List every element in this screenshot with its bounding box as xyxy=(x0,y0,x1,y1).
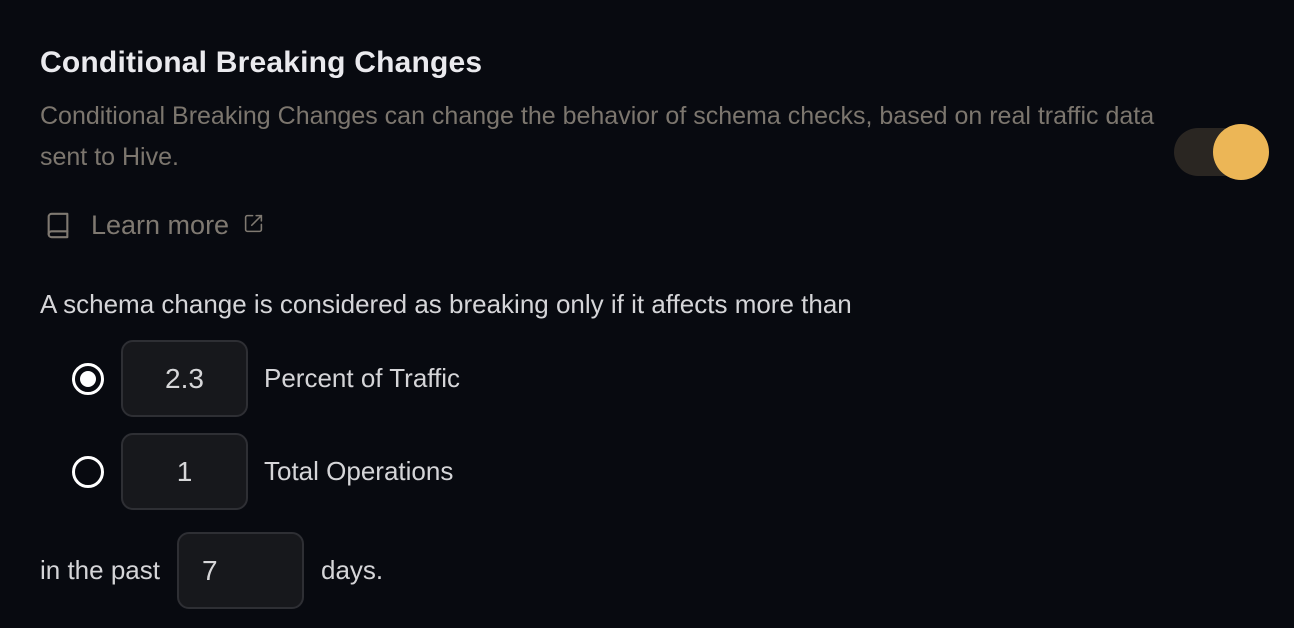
page-description: Conditional Breaking Changes can change the behavior of schema checks, based on real traffic data sent to Hive. xyxy=(40,102,1155,171)
conditional-breaking-changes-toggle[interactable] xyxy=(1174,128,1266,176)
period-days-input[interactable] xyxy=(177,532,304,609)
page-title: Conditional Breaking Changes xyxy=(40,46,483,79)
percent-of-traffic-label: Percent of Traffic xyxy=(264,363,461,393)
option-row-percent-of-traffic xyxy=(40,340,460,417)
percent-of-traffic-radio[interactable] xyxy=(72,363,104,395)
period-row xyxy=(40,532,383,609)
option-row-total-operations xyxy=(40,433,453,510)
total-operations-input[interactable] xyxy=(121,433,248,510)
percent-of-traffic-input[interactable] xyxy=(121,340,248,417)
book-icon xyxy=(44,210,72,241)
external-link-icon xyxy=(243,213,264,234)
period-prefix-text: in the past xyxy=(40,555,160,585)
toggle-knob xyxy=(1213,124,1269,180)
period-suffix-text: days. xyxy=(320,555,384,585)
total-operations-radio[interactable] xyxy=(72,456,104,488)
total-operations-label: Total Operations xyxy=(264,456,454,486)
learn-more-label: Learn more xyxy=(91,209,230,240)
breaking-condition-intro: A schema change is considered as breaking only if it affects more than xyxy=(40,289,852,319)
learn-more-link[interactable] xyxy=(44,206,264,244)
